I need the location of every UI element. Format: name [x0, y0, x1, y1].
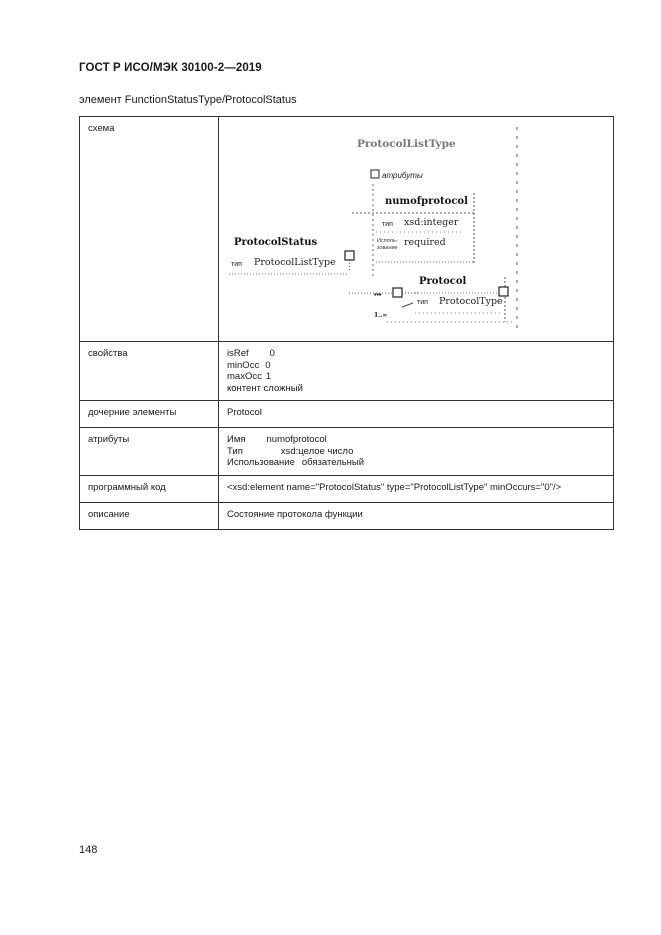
attribute-use-key-line1: Исполь-: [377, 238, 398, 244]
isref-value: 0: [269, 348, 275, 359]
element-type-key: тип: [231, 261, 242, 268]
attributes-label: атрибуты: [80, 428, 219, 476]
maxocc-value: 1: [265, 371, 272, 382]
table-row-code: [80, 476, 614, 503]
table-row-description: [80, 503, 614, 530]
properties-label: свойства: [80, 342, 219, 401]
properties-value: [219, 342, 614, 401]
attr-name-key: Имя: [227, 434, 246, 445]
attributes-value: [219, 428, 614, 476]
element-spec-table: [79, 116, 614, 530]
child-type-key: тип: [417, 299, 428, 306]
attribute-name: numofprotocol: [385, 196, 468, 207]
child-type-value: ProtocolType: [439, 296, 503, 307]
table-row-schema: [80, 117, 614, 342]
list-type-title: ProtocolListType: [357, 138, 456, 150]
table-row-properties: [80, 342, 614, 401]
code-value: <xsd:element name="ProtocolStatus" type="ProtocolListType" minOccurs="0"/>: [219, 476, 614, 503]
attribute-type-key: тип: [382, 221, 393, 228]
minocc-key: minOcc: [227, 359, 260, 371]
document-header: ГОСТ Р ИСО/МЭК 30100-2—2019: [79, 62, 262, 74]
occurs-label: 1..∞: [374, 312, 388, 319]
table-row-children: [80, 401, 614, 428]
element-type-value: ProtocolListType: [254, 257, 336, 268]
schema-diagram: [219, 117, 615, 341]
content-type: контент сложный: [227, 382, 303, 394]
description-value: Состояние протокола функции: [219, 503, 614, 530]
child-element-name: Protocol: [419, 276, 467, 287]
attributes-box-icon: [371, 170, 379, 178]
element-caption: элемент FunctionStatusType/ProtocolStatus: [79, 94, 297, 106]
schema-label: схема: [80, 117, 219, 342]
element-expand-box-icon: [345, 251, 354, 260]
attr-type-value: xsd:целое число: [280, 445, 354, 457]
children-value: Protocol: [219, 401, 614, 428]
children-label: дочерние элементы: [80, 401, 219, 428]
attribute-use-key-line2: зование: [377, 245, 398, 251]
attribute-type-value: xsd:integer: [404, 217, 459, 228]
attr-name-value: numofprotocol: [266, 434, 327, 445]
maxocc-key: maxOcc: [227, 371, 262, 382]
attribute-use-value: required: [404, 237, 446, 248]
description-label: описание: [80, 503, 219, 530]
table-row-attributes: [80, 428, 614, 476]
minocc-value: 0: [265, 359, 271, 371]
child-expand-box-icon: [499, 287, 508, 296]
attr-use-key: Использование: [227, 457, 295, 468]
attributes-group-label: атрибуты: [382, 171, 423, 180]
attr-use-value: обязательный: [301, 457, 365, 468]
isref-key: isRef: [227, 348, 249, 359]
element-name: ProtocolStatus: [234, 237, 318, 248]
sequence-symbol: •••: [374, 292, 382, 299]
schema-diagram-cell: [219, 117, 614, 342]
attr-type-key: Тип: [227, 445, 243, 457]
page-number: 148: [79, 844, 98, 856]
sequence-box-icon: [393, 288, 402, 297]
code-label: программный код: [80, 476, 219, 503]
